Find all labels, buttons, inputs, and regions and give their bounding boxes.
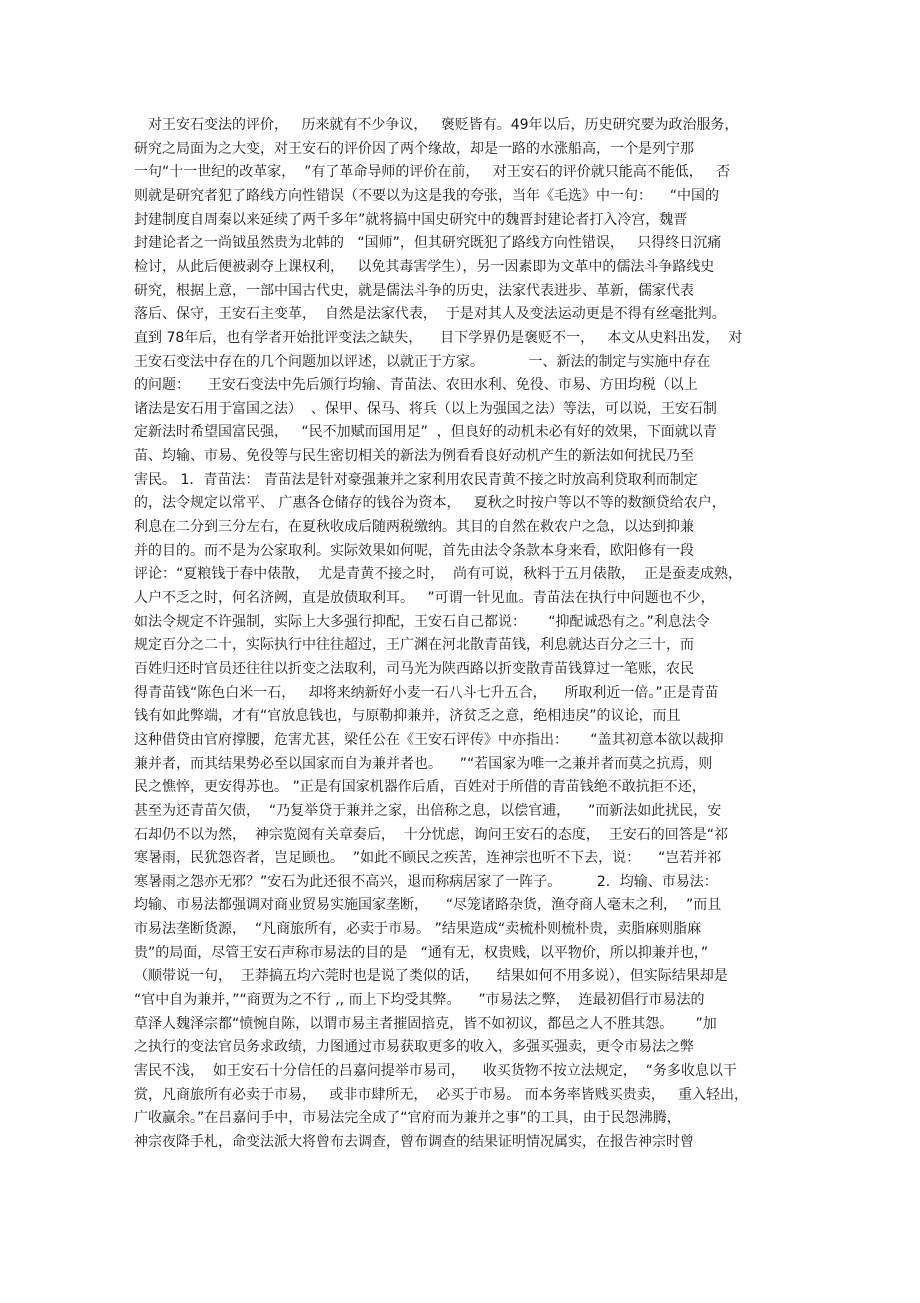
text-line: 诸法是安石用于富国之法） 、保甲、保马、将兵（以上为强国之法）等法，可以说，王安石制 [134,400,717,417]
text-line: 定新法时希望国富民强， “民不加赋而国用足” ，但良好的动机未必有好的效果，下面就以青 [134,424,717,441]
text-line: 市易法垄断货源， “凡商旅所有，必卖于市易。 ”结果造成“卖梳朴则梳朴贵，卖脂麻则脂麻 [134,921,702,938]
text-line: 人户不乏之时，何名济阙，直是放债取利耳。 ”可谓一针见血。青苗法在执行中问题也不少， [134,590,715,606]
text-line: 如法令规定不许强制，实际上大多强行抑配，王安石自己都说： “抑配诚恐有之。”利息法令 [134,613,710,630]
text-line: 草泽人魏泽宗都“愤惋自陈，以谓市易主者摧固掊克，皆不如初议，都邑之人不胜其怨。 ”加 [134,1015,717,1032]
text-line: 寒暑雨之怨亦无邪？”安石为此还很不高兴，退而称病居家了一阵子。 2．均输、市易法： [134,873,718,890]
text-line: 苗、均输、市易、免役等与民生密切相关的新法为例看看良好动机产生的新法如何扰民乃至 [134,448,694,465]
text-line: 一句“十一世纪的改革家， ”有了革命导师的评价在前， 对王安石的评价就只能高不能低， 否 [134,164,731,181]
text-line: 对王安石变法的评价， 历来就有不少争议， 褒贬皆有。49年以后，历史研究要为政治服务， [148,117,739,133]
text-line: 神宗夜降手札，命变法派大将曾布去调查，曾布调查的结果证明情况属实，在报告神宗时曾 [134,1133,694,1150]
text-line: 之执行的变法官员务求政绩，力图通过市易获取更多的收入，多强买强卖，更令市易法之弊 [134,1039,694,1056]
text-line: （顺带说一句， 王莽搞五均六莞时也是说了类似的话， 结果如何不用多说），但实际结果却是 [134,968,728,985]
text-line: 则就是研究者犯了路线方向性错误（不要以为这是我的夸张，当年《毛选》中一句： “中国的 [134,187,720,204]
text-line: 的问题： 王安石变法中先后颁行均输、青苗法、农田水利、免役、市易、方田均税（以上 [134,377,698,394]
text-line: 广收赢余。”在吕嘉问手中，市易法完全成了“官府而为兼并之事”的工具，由于民怨沸腾， [134,1110,681,1127]
text-line: 直到 78年后，也有学者开始批评变法之缺失， 目下学界仍是褒贬不一， 本文从史料出发， 对 [134,329,743,346]
text-line: 利息在二分到三分左右，在夏秋收成后随两税缴纳。其目的自然在救农户之急，以达到抑兼 [134,519,694,535]
text-line: 封建制度自周秦以来延续了两千多年”就将搞中国史研究中的魏晋封建论者打入冷宫，魏晋 [134,211,688,228]
text-line: 这种借贷由官府撑腰，危害尤甚，梁任公在《王安石评传》中亦指出： “盖其初意本欲以裁抑 [134,731,724,748]
text-line: 钱有如此弊端，才有“官放息钱也，与原勒抑兼并，济贫乏之意，绝相违戾”的议论，而且 [134,708,681,725]
text-line: 落后、保守，王安石主变革， 自然是法家代表， 于是对其人及变法运动更是不得有丝毫批判。 [134,306,726,323]
text-line: 百姓归还时官员还往往以折变之法取利，司马光为陕西路以折变散青苗钱算过一笔账，农民 [134,660,694,677]
text-line: 均输、市易法都强调对商业贸易实施国家垄断， “尽笼诸路杂货，渔夺商人毫末之利， ”而且 [134,897,722,914]
text-line: 兼并者，而其结果势必至以国家而自为兼并者也。 ”“若国家为唯一之兼并者而莫之抗焉，则 [134,755,713,772]
text-line: 寒暑雨，民犹怨咨者，岂足顾也。 ”如此不顾民之疾苦，连神宗也听不下去，说： “岂若并祁 [134,850,722,867]
text-line: 贵”的局面，尽管王安石声称市易法的目的是 “通有无，权贵贱，以平物价，所以抑兼并也，” [134,944,709,961]
text-line: 赏，凡商旅所有必卖于市易， 或非市肆所无， 必买于市易。 而本务率皆贱买贵卖， 重入轻出， [134,1086,749,1103]
text-line: 研究之局面为之大变，对王安石的评价因了两个缘故，却是一路的水涨船高，一个是列宁那 [134,140,694,157]
text-line: 检讨，从此后便被剥夺上课权利， 以免其毒害学生），另一因素即为文革中的儒法斗争路线史 [134,258,715,275]
text-line: 并的目的。而不是为公家取利。实际效果如何呢，首先由法令条款本身来看，欧阳修有一段 [134,542,694,559]
text-line: 石却仍不以为然， 神宗览阅有关章奏后， 十分忧虑，询问王安石的态度， 王安石的回答是“祁 [134,826,728,843]
text-line: 害民不浅， 如王安石十分信任的吕嘉问提举市易司， 收买货物不按立法规定， “务多收息以干 [134,1063,737,1079]
text-line: 封建论者之一尚钺虽然贵为北韩的 “国师”，但其研究既犯了路线方向性错误， 只得终日沉痛 [134,235,722,252]
text-line: “官中自为兼并，”“商贾为之不行 ,, 而上下均受其弊。 ”市易法之弊， 连最初倡行市易法的 [134,992,705,1008]
text-line: 王安石变法中存在的几个问题加以评述，以就正于方家。 一、新法的制定与实施中存在 [134,353,711,370]
text-line: 害民。 1．青苗法： 青苗法是针对豪强兼并之家利用农民青黄不接之时放高利贷取利而制定 [134,471,698,488]
text-line: 评论：“夏粮钱于春中俵散， 尤是青黄不接之时， 尚有可说，秋料于五月俵散， 正是蚕麦成熟， [134,566,742,583]
text-line: 民之憔悴，更安得苏也。 ”正是有国家机器作后盾，百姓对于所借的青苗钱绝不敢抗拒不还， [134,779,706,796]
text-line: 规定百分之二十，实际执行中往往超过，王广渊在河北散青苗钱，利息就达百分之三十，而 [134,637,694,654]
text-line: 研究，根据上意，一部中国古代史，就是儒法斗争的历史，法家代表进步、革新，儒家代表 [134,282,694,299]
text-line: 得青苗钱“陈色白米一石， 却将来纳新好小麦一石八斗七升五合， 所取利近一倍。”正是青苗 [134,684,719,701]
text-line: 的，法令规定以常平、 广惠各仓储存的钱谷为资本， 夏秋之时按户等以不等的数额贷给农户， [134,495,726,512]
text-line: 甚至为还青苗欠债， “乃复举贷于兼并之家，出倍称之息，以偿官逋， ”而新法如此扰民，安 [134,802,722,819]
